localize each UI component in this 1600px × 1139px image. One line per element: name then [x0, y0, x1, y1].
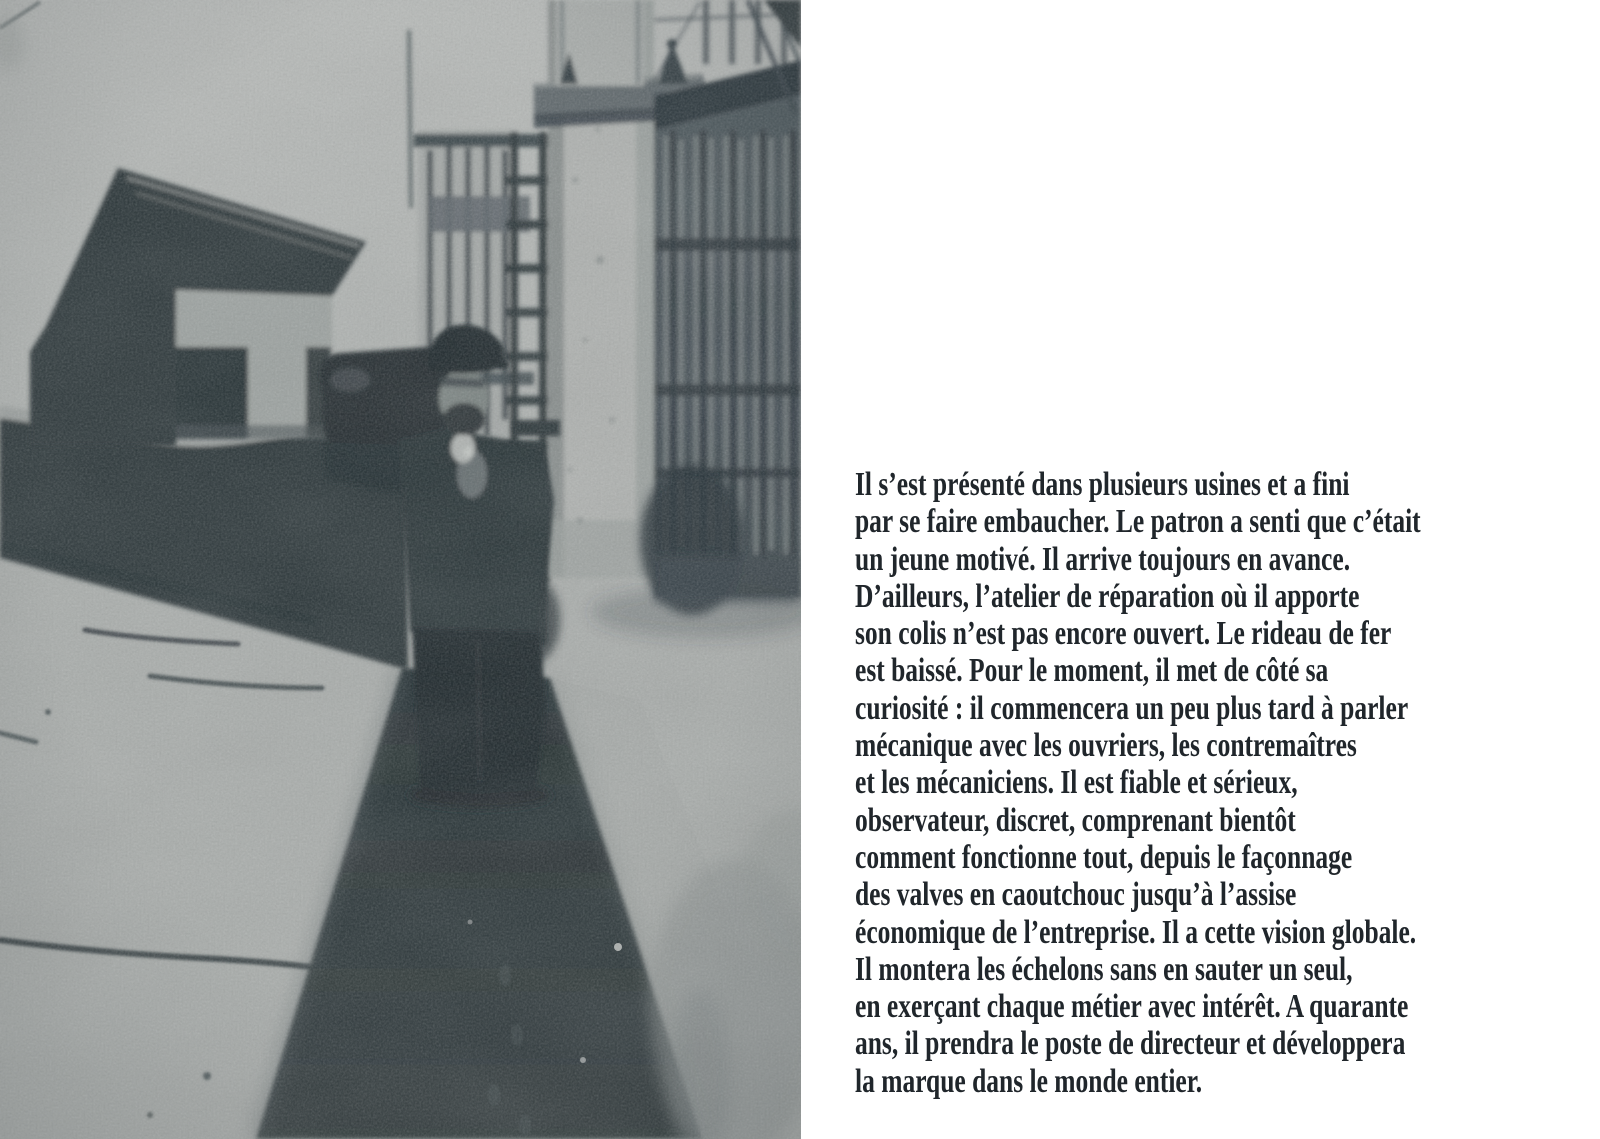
text-line: et les mécaniciens. Il est fiable et sérieux, — [855, 764, 1298, 802]
text-line: un jeune motivé. Il arrive toujours en avance. — [855, 540, 1351, 578]
text-line: D’ailleurs, l’atelier de réparation où il apporte — [855, 577, 1360, 615]
text-line: des valves en caoutchouc jusqu’à l’assise — [855, 876, 1297, 914]
text-line: curiosité : il commencera un peu plus tard à parler — [855, 689, 1409, 727]
text-line: mécanique avec les ouvriers, les contremaîtres — [855, 727, 1357, 765]
text-line: est baissé. Pour le moment, il met de côté sa — [855, 652, 1329, 690]
text-line: Il s’est présenté dans plusieurs usines et a fini — [855, 466, 1350, 503]
text-line: observateur, discret, comprenant bientôt — [855, 801, 1296, 839]
text-line: par se faire embaucher. Le patron a senti que c’était — [855, 503, 1421, 541]
text-line: en exerçant chaque métier avec intérêt. A quarante — [855, 988, 1409, 1026]
text-line: comment fonctionne tout, depuis le façonnage — [855, 838, 1353, 876]
text-line: économique de l’entreprise. Il a cette vision globale. — [855, 913, 1417, 951]
text-line: son colis n’est pas encore ouvert. Le rideau de fer — [855, 615, 1392, 653]
text-line: ans, il prendra le poste de directeur et développera — [855, 1025, 1406, 1063]
text-line: Il montera les échelons sans en sauter un seul, — [855, 950, 1353, 988]
text-line: la marque dans le monde entier. — [855, 1062, 1203, 1100]
body-text — [855, 466, 1421, 1100]
